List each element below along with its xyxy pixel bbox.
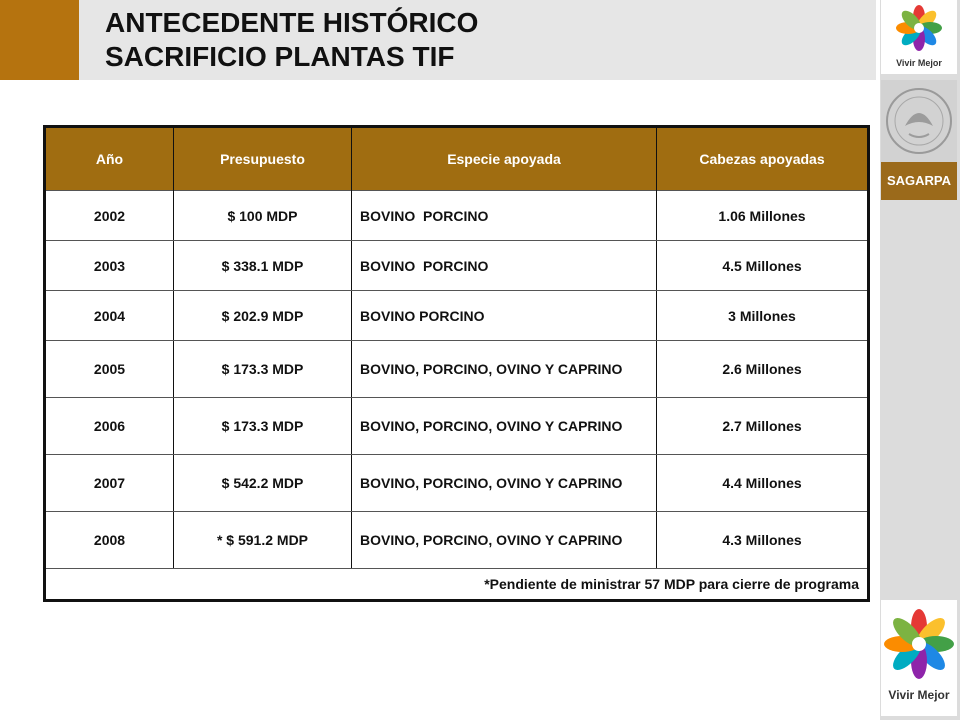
title-line-1: ANTECEDENTE HISTÓRICO: [105, 7, 479, 38]
cell-heads: 4.5 Millones: [657, 241, 869, 291]
table-row: [45, 341, 869, 398]
table-row: [45, 455, 869, 512]
cell-species: BOVINO, PORCINO, OVINO Y CAPRINO: [352, 341, 657, 398]
table-row: [45, 398, 869, 455]
sagarpa-brand-bar: SAGARPA: [881, 162, 957, 200]
logo-caption-bottom: Vivir Mejor: [888, 688, 950, 702]
cell-heads: 3 Millones: [657, 291, 869, 341]
cell-heads: 4.4 Millones: [657, 455, 869, 512]
footnote-row: [45, 569, 869, 601]
table-row: [45, 291, 869, 341]
cell-year: 2004: [45, 291, 174, 341]
table-footnote: *Pendiente de ministrar 57 MDP para cierre de programa: [45, 569, 869, 601]
eagle-seal-icon: [881, 80, 957, 162]
header-accent-block: [0, 0, 79, 80]
cell-species: BOVINO, PORCINO, OVINO Y CAPRINO: [352, 398, 657, 455]
column-header-heads: Cabezas apoyadas: [657, 127, 869, 191]
cell-species: BOVINO, PORCINO, OVINO Y CAPRINO: [352, 455, 657, 512]
cell-species: BOVINO, PORCINO, OVINO Y CAPRINO: [352, 512, 657, 569]
table-row: [45, 241, 869, 291]
cell-species: BOVINO PORCINO: [352, 241, 657, 291]
cell-year: 2007: [45, 455, 174, 512]
table-row: [45, 512, 869, 569]
cell-budget: $ 173.3 MDP: [174, 341, 352, 398]
cell-heads: 2.6 Millones: [657, 341, 869, 398]
cell-budget: $ 338.1 MDP: [174, 241, 352, 291]
vivir-mejor-logo-top: [881, 0, 957, 74]
column-header-budget: Presupuesto: [174, 127, 352, 191]
cell-budget: $ 173.3 MDP: [174, 398, 352, 455]
cell-heads: 4.3 Millones: [657, 512, 869, 569]
cell-heads: 2.7 Millones: [657, 398, 869, 455]
table-header-row: [45, 127, 869, 191]
cell-year: 2005: [45, 341, 174, 398]
title-line-2: SACRIFICIO PLANTAS TIF: [105, 41, 455, 72]
cell-budget: $ 100 MDP: [174, 191, 352, 241]
cell-species: BOVINO PORCINO: [352, 191, 657, 241]
vivir-mejor-logo-bottom: [881, 600, 957, 716]
cell-year: 2006: [45, 398, 174, 455]
national-seal: [881, 80, 957, 162]
cell-year: 2008: [45, 512, 174, 569]
page-title: [105, 6, 478, 74]
cell-heads: 1.06 Millones: [657, 191, 869, 241]
budget-table: [43, 125, 870, 602]
cell-year: 2003: [45, 241, 174, 291]
logo-caption-top: Vivir Mejor: [896, 58, 942, 68]
cell-budget: * $ 591.2 MDP: [174, 512, 352, 569]
flower-logo-icon: [881, 600, 957, 690]
column-header-species: Especie apoyada: [352, 127, 657, 191]
cell-budget: $ 202.9 MDP: [174, 291, 352, 341]
flower-logo-icon: [881, 0, 957, 60]
cell-year: 2002: [45, 191, 174, 241]
cell-budget: $ 542.2 MDP: [174, 455, 352, 512]
table-row: [45, 191, 869, 241]
column-header-year: Año: [45, 127, 174, 191]
cell-species: BOVINO PORCINO: [352, 291, 657, 341]
